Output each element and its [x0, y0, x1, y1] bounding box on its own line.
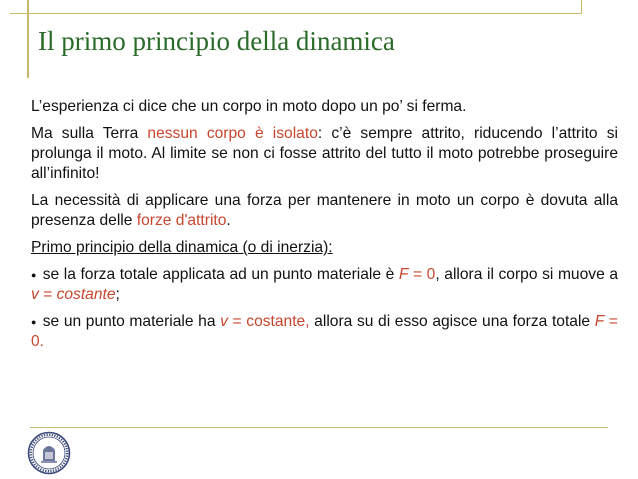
b1-var-v: v: [31, 286, 39, 304]
university-seal-icon: [27, 431, 71, 475]
bullet-1: [31, 265, 618, 305]
b1-eq-zero: = 0: [408, 266, 436, 284]
b2-var-f: F: [594, 313, 605, 331]
bullet-1-icon: ●: [31, 270, 37, 280]
title-top-rule: [10, 13, 582, 14]
principle-heading: [31, 238, 618, 258]
p3-text-c: .: [226, 212, 231, 229]
paragraph-1: L’esperienza ci dice che un corpo in moto dopo un po’ si ferma.: [31, 98, 467, 115]
paragraph-2: [31, 124, 618, 184]
b1-text-h: ;: [115, 286, 120, 304]
slide-content: [31, 97, 618, 359]
b2-text-d: allora su di esso agisce una forza totale: [309, 313, 595, 331]
title-left-rule: [27, 0, 29, 78]
b2-eq-zero: = 0.: [31, 313, 618, 351]
p2-highlight: nessun corpo è isolato: [147, 125, 318, 142]
title-right-tick: [581, 0, 582, 13]
p2-text-a: Ma sulla Terra: [31, 125, 148, 142]
p2-text-c: : c’è sempre attrito, riducendo l’attrito si prolunga il moto. Al limite se non ci fosse attrito del tutto il moto potrebbe proseguire all’infinito!: [31, 125, 618, 182]
b1-eq: =: [38, 286, 57, 304]
b1-text-d: , allora il corpo si muove a: [435, 266, 618, 284]
b2-var-v: v: [220, 313, 228, 331]
p3-highlight: forze d'attrito: [136, 212, 227, 229]
b2-text-a: se un punto materiale ha: [42, 313, 221, 331]
b2-eq-constant: = costante,: [227, 313, 310, 331]
paragraph-3: [31, 191, 618, 231]
footer-rule: [30, 427, 608, 428]
bullet-2: [31, 312, 618, 352]
bullet-2-icon: ●: [31, 317, 37, 328]
p3-text-a: La necessità di applicare una forza per mantenere in moto un corpo è dovuta alla presenza delle: [31, 192, 618, 229]
principle-heading-text: Primo principio della dinamica (o di inerzia):: [31, 239, 333, 256]
b1-constant: costante: [56, 286, 116, 304]
slide-title: Il primo principio della dinamica: [38, 26, 395, 56]
b1-var-f: F: [398, 266, 409, 284]
b1-text-a: se la forza totale applicata ad un punto materiale è: [42, 266, 399, 284]
